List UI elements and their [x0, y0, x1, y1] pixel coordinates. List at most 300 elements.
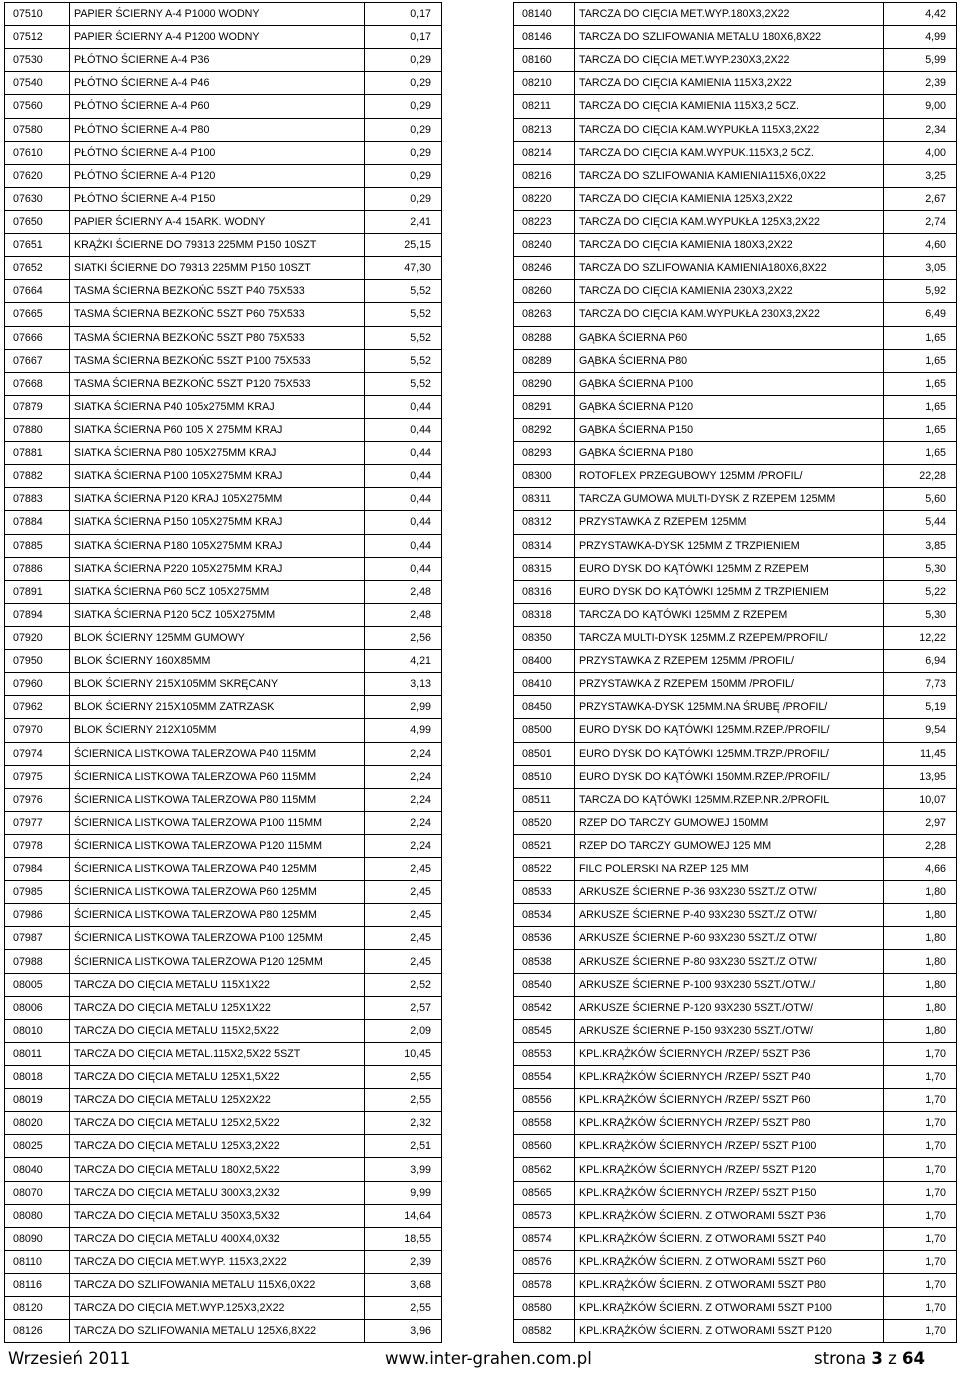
product-name: ŚCIERNICA LISTKOWA TALERZOWA P120 115MM	[70, 834, 365, 857]
product-price: 2,24	[365, 811, 442, 834]
product-name: SIATKA ŚCIERNA P120 KRAJ 105X275MM	[70, 488, 365, 511]
product-code: 07665	[5, 303, 70, 326]
product-name: SIATKA ŚCIERNA P60 105 X 275MM KRAJ	[70, 418, 365, 441]
product-name: BLOK ŚCIERNY 215X105MM ZATRZASK	[70, 696, 365, 719]
table-row	[5, 996, 442, 1019]
product-price: 2,41	[365, 210, 442, 233]
product-price: 1,80	[884, 996, 957, 1019]
table-row	[5, 673, 442, 696]
product-price: 1,65	[884, 349, 957, 372]
table-row	[5, 603, 442, 626]
product-name: PRZYSTAWKA-DYSK 125MM.NA ŚRUBĘ /PROFIL/	[575, 696, 884, 719]
table-row	[514, 1274, 957, 1297]
table-row	[5, 372, 442, 395]
product-code: 08501	[514, 742, 575, 765]
table-row	[5, 811, 442, 834]
table-row	[514, 1066, 957, 1089]
product-name: TARCZA DO CIĘCIA KAMIENIA 230X3,2X22	[575, 280, 884, 303]
product-name: BLOK ŚCIERNY 212X105MM	[70, 719, 365, 742]
product-code: 08025	[5, 1135, 70, 1158]
product-code: 07664	[5, 280, 70, 303]
table-row	[514, 395, 957, 418]
product-price: 1,70	[884, 1112, 957, 1135]
product-name: SIATKA ŚCIERNA P120 5CZ 105X275MM	[70, 603, 365, 626]
table-row	[5, 557, 442, 580]
product-name: RZEP DO TARCZY GUMOWEJ 150MM	[575, 811, 884, 834]
product-price: 4,99	[365, 719, 442, 742]
price-table-right	[513, 2, 957, 1343]
product-name: TARCZA DO CIĘCIA METALU 400X4,0X32	[70, 1227, 365, 1250]
product-code: 07920	[5, 626, 70, 649]
product-name: PRZYSTAWKA Z RZEPEM 150MM /PROFIL/	[575, 673, 884, 696]
table-row	[514, 303, 957, 326]
table-row	[514, 465, 957, 488]
product-code: 07883	[5, 488, 70, 511]
table-row	[5, 950, 442, 973]
product-name: KPL.KRĄŻKÓW ŚCIERN. Z OTWORAMI 5SZT P40	[575, 1227, 884, 1250]
table-row	[5, 719, 442, 742]
product-name: TARCZA DO CIĘCIA MET.WYP.125X3,2X22	[70, 1297, 365, 1320]
product-price: 1,65	[884, 418, 957, 441]
product-name: ŚCIERNICA LISTKOWA TALERZOWA P100 115MM	[70, 811, 365, 834]
product-price: 2,57	[365, 996, 442, 1019]
product-price: 47,30	[365, 257, 442, 280]
product-name: GĄBKA ŚCIERNA P80	[575, 349, 884, 372]
product-code: 08289	[514, 349, 575, 372]
product-code: 07540	[5, 72, 70, 95]
table-row	[514, 557, 957, 580]
product-name: TARCZA DO CIĘCIA METALU 300X3,2X32	[70, 1181, 365, 1204]
product-price: 2,24	[365, 742, 442, 765]
product-code: 07984	[5, 858, 70, 881]
product-code: 07880	[5, 418, 70, 441]
product-price: 2,39	[365, 1250, 442, 1273]
price-table-left	[4, 2, 442, 1343]
table-row	[5, 95, 442, 118]
product-name: TARCZA DO CIĘCIA KAM.WYPUKŁA 125X3,2X22	[575, 210, 884, 233]
product-price: 18,55	[365, 1227, 442, 1250]
product-name: PRZYSTAWKA Z RZEPEM 125MM	[575, 511, 884, 534]
product-name: TASMA ŚCIERNA BEZKOŃC 5SZT P120 75X533	[70, 372, 365, 395]
product-code: 08538	[514, 950, 575, 973]
product-name: TARCZA DO CIĘCIA KAMIENIA 115X3,2X22	[575, 72, 884, 95]
product-code: 08090	[5, 1227, 70, 1250]
table-row	[5, 534, 442, 557]
product-price: 3,99	[365, 1158, 442, 1181]
product-code: 08040	[5, 1158, 70, 1181]
product-code: 08019	[5, 1089, 70, 1112]
product-name: ŚCIERNICA LISTKOWA TALERZOWA P120 125MM	[70, 950, 365, 973]
product-code: 08580	[514, 1297, 575, 1320]
product-price: 3,68	[365, 1274, 442, 1297]
product-name: ŚCIERNICA LISTKOWA TALERZOWA P80 115MM	[70, 788, 365, 811]
table-row	[514, 141, 957, 164]
product-name: TARCZA DO CIĘCIA KAM.WYPUKŁA 230X3,2X22	[575, 303, 884, 326]
product-name: KPL.KRĄŻKÓW ŚCIERNYCH /RZEP/ 5SZT P80	[575, 1112, 884, 1135]
product-code: 07651	[5, 234, 70, 257]
footer-website-link[interactable]: www.inter-grahen.com.pl	[385, 1349, 592, 1368]
table-row	[5, 858, 442, 881]
product-code: 08315	[514, 557, 575, 580]
table-row	[5, 765, 442, 788]
product-name: TARCZA DO SZLIFOWANIA KAMIENIA115X6,0X22	[575, 164, 884, 187]
product-code: 08578	[514, 1274, 575, 1297]
product-price: 5,19	[884, 696, 957, 719]
product-code: 08018	[5, 1066, 70, 1089]
table-row	[514, 488, 957, 511]
product-name: SIATKI ŚCIERNE DO 79313 225MM P150 10SZT	[70, 257, 365, 280]
table-row	[5, 1320, 442, 1343]
product-code: 08213	[514, 118, 575, 141]
table-row	[5, 650, 442, 673]
product-name: TASMA ŚCIERNA BEZKOŃC 5SZT P80 75X533	[70, 326, 365, 349]
footer-date: Wrzesień 2011	[8, 1349, 131, 1368]
page-separator: z	[882, 1349, 903, 1368]
table-row	[514, 1320, 957, 1343]
product-price: 4,60	[884, 234, 957, 257]
product-price: 0,44	[365, 395, 442, 418]
product-price: 1,65	[884, 442, 957, 465]
table-row	[514, 326, 957, 349]
product-price: 1,80	[884, 973, 957, 996]
table-row	[5, 280, 442, 303]
table-row	[514, 696, 957, 719]
table-row	[5, 511, 442, 534]
table-row	[514, 603, 957, 626]
product-code: 08020	[5, 1112, 70, 1135]
product-code: 08560	[514, 1135, 575, 1158]
product-price: 2,56	[365, 626, 442, 649]
product-name: PŁÓTNO ŚCIERNE A-4 P60	[70, 95, 365, 118]
table-row	[5, 1204, 442, 1227]
table-row	[514, 1158, 957, 1181]
product-code: 08450	[514, 696, 575, 719]
product-code: 08510	[514, 765, 575, 788]
product-price: 1,80	[884, 904, 957, 927]
product-price: 2,48	[365, 580, 442, 603]
product-name: ARKUSZE ŚCIERNE P-40 93X230 5SZT./Z OTW/	[575, 904, 884, 927]
product-name: SIATKA ŚCIERNA P100 105X275MM KRAJ	[70, 465, 365, 488]
product-name: GĄBKA ŚCIERNA P60	[575, 326, 884, 349]
product-name: GĄBKA ŚCIERNA P120	[575, 395, 884, 418]
table-row	[5, 881, 442, 904]
table-row	[514, 1297, 957, 1320]
product-price: 4,99	[884, 26, 957, 49]
product-code: 08350	[514, 626, 575, 649]
product-code: 08565	[514, 1181, 575, 1204]
product-price: 2,32	[365, 1112, 442, 1135]
product-code: 08400	[514, 650, 575, 673]
product-name: TARCZA DO CIĘCIA KAMIENIA 180X3,2X22	[575, 234, 884, 257]
product-price: 10,07	[884, 788, 957, 811]
product-name: TARCZA DO CIĘCIA METALU 115X1X22	[70, 973, 365, 996]
product-name: EURO DYSK DO KĄTÓWKI 125MM.TRZP./PROFIL/	[575, 742, 884, 765]
table-row	[514, 49, 957, 72]
table-row	[514, 742, 957, 765]
table-row	[5, 442, 442, 465]
table-row	[514, 187, 957, 210]
product-code: 08533	[514, 881, 575, 904]
product-code: 08210	[514, 72, 575, 95]
product-code: 08290	[514, 372, 575, 395]
product-code: 08288	[514, 326, 575, 349]
product-price: 6,94	[884, 650, 957, 673]
table-row	[5, 626, 442, 649]
product-name: ROTOFLEX PRZEGUBOWY 125MM /PROFIL/	[575, 465, 884, 488]
product-name: TARCZA DO KĄTÓWKI 125MM Z RZEPEM	[575, 603, 884, 626]
product-code: 07960	[5, 673, 70, 696]
product-code: 08542	[514, 996, 575, 1019]
product-code: 08110	[5, 1250, 70, 1273]
product-price: 1,65	[884, 372, 957, 395]
product-price: 5,52	[365, 303, 442, 326]
product-price: 0,29	[365, 164, 442, 187]
product-code: 07976	[5, 788, 70, 811]
product-price: 5,92	[884, 280, 957, 303]
product-name: GĄBKA ŚCIERNA P100	[575, 372, 884, 395]
product-name: ŚCIERNICA LISTKOWA TALERZOWA P80 125MM	[70, 904, 365, 927]
product-price: 11,45	[884, 742, 957, 765]
product-code: 07970	[5, 719, 70, 742]
product-name: PRZYSTAWKA-DYSK 125MM Z TRZPIENIEM	[575, 534, 884, 557]
product-price: 1,80	[884, 927, 957, 950]
product-name: TARCZA DO CIĘCIA METALU 125X1X22	[70, 996, 365, 1019]
table-row	[514, 950, 957, 973]
product-name: ARKUSZE ŚCIERNE P-100 93X230 5SZT./OTW./	[575, 973, 884, 996]
product-code: 08120	[5, 1297, 70, 1320]
table-row	[5, 973, 442, 996]
product-code: 08582	[514, 1320, 575, 1343]
product-price: 3,96	[365, 1320, 442, 1343]
product-name: SIATKA ŚCIERNA P180 105X275MM KRAJ	[70, 534, 365, 557]
table-row	[514, 280, 957, 303]
product-code: 08554	[514, 1066, 575, 1089]
product-code: 08311	[514, 488, 575, 511]
product-price: 5,52	[365, 280, 442, 303]
product-price: 9,54	[884, 719, 957, 742]
table-row	[5, 72, 442, 95]
product-code: 07882	[5, 465, 70, 488]
product-name: TARCZA DO CIĘCIA MET.WYP. 115X3,2X22	[70, 1250, 365, 1273]
table-row	[514, 858, 957, 881]
product-code: 08005	[5, 973, 70, 996]
table-row	[514, 904, 957, 927]
product-code: 08536	[514, 927, 575, 950]
product-price: 2,24	[365, 765, 442, 788]
product-code: 07881	[5, 442, 70, 465]
table-row	[514, 881, 957, 904]
product-code: 08556	[514, 1089, 575, 1112]
product-code: 07510	[5, 3, 70, 26]
product-price: 2,45	[365, 950, 442, 973]
product-price: 3,85	[884, 534, 957, 557]
product-code: 08011	[5, 1042, 70, 1065]
table-row	[5, 1181, 442, 1204]
product-code: 08312	[514, 511, 575, 534]
product-name: TARCZA DO SZLIFOWANIA METALU 125X6,8X22	[70, 1320, 365, 1343]
product-price: 12,22	[884, 626, 957, 649]
product-name: TARCZA MULTI-DYSK 125MM.Z RZEPEM/PROFIL/	[575, 626, 884, 649]
table-row	[5, 187, 442, 210]
product-price: 5,44	[884, 511, 957, 534]
table-row	[514, 1135, 957, 1158]
product-name: GĄBKA ŚCIERNA P180	[575, 442, 884, 465]
table-row	[514, 719, 957, 742]
product-name: TARCZA DO CIĘCIA MET.WYP.180X3,2X22	[575, 3, 884, 26]
table-row	[5, 418, 442, 441]
product-code: 08500	[514, 719, 575, 742]
product-name: BLOK ŚCIERNY 215X105MM SKRĘCANY	[70, 673, 365, 696]
product-price: 0,29	[365, 118, 442, 141]
product-price: 2,45	[365, 927, 442, 950]
table-row	[514, 788, 957, 811]
product-code: 07987	[5, 927, 70, 950]
product-code: 08146	[514, 26, 575, 49]
table-row	[514, 534, 957, 557]
product-price: 10,45	[365, 1042, 442, 1065]
table-row	[514, 1112, 957, 1135]
product-name: EURO DYSK DO KĄTÓWKI 125MM Z RZEPEM	[575, 557, 884, 580]
table-row	[514, 580, 957, 603]
product-name: PŁÓTNO ŚCIERNE A-4 P80	[70, 118, 365, 141]
product-name: RZEP DO TARCZY GUMOWEJ 125 MM	[575, 834, 884, 857]
product-price: 2,55	[365, 1089, 442, 1112]
product-name: BLOK ŚCIERNY 125MM GUMOWY	[70, 626, 365, 649]
table-row	[514, 372, 957, 395]
product-code: 08070	[5, 1181, 70, 1204]
product-price: 2,48	[365, 603, 442, 626]
product-price: 2,09	[365, 1019, 442, 1042]
product-name: KPL.KRĄŻKÓW ŚCIERN. Z OTWORAMI 5SZT P120	[575, 1320, 884, 1343]
product-code: 07985	[5, 881, 70, 904]
product-code: 08521	[514, 834, 575, 857]
product-code: 08216	[514, 164, 575, 187]
product-name: ARKUSZE ŚCIERNE P-60 93X230 5SZT./Z OTW/	[575, 927, 884, 950]
product-name: ŚCIERNICA LISTKOWA TALERZOWA P40 125MM	[70, 858, 365, 881]
product-code: 08246	[514, 257, 575, 280]
product-code: 08573	[514, 1204, 575, 1227]
product-code: 08260	[514, 280, 575, 303]
product-code: 07886	[5, 557, 70, 580]
product-code: 07986	[5, 904, 70, 927]
product-price: 4,00	[884, 141, 957, 164]
product-code: 08211	[514, 95, 575, 118]
product-price: 2,39	[884, 72, 957, 95]
product-name: TARCZA DO CIĘCIA MET.WYP.230X3,2X22	[575, 49, 884, 72]
product-name: PŁÓTNO ŚCIERNE A-4 P100	[70, 141, 365, 164]
product-name: KRĄŻKI ŚCIERNE DO 79313 225MM P150 10SZT	[70, 234, 365, 257]
product-price: 1,70	[884, 1274, 957, 1297]
product-name: SIATKA ŚCIERNA P220 105X275MM KRAJ	[70, 557, 365, 580]
product-price: 0,44	[365, 488, 442, 511]
product-price: 9,00	[884, 95, 957, 118]
product-price: 0,44	[365, 442, 442, 465]
table-row	[514, 1089, 957, 1112]
product-code: 07667	[5, 349, 70, 372]
table-row	[5, 1019, 442, 1042]
product-price: 2,67	[884, 187, 957, 210]
product-code: 07879	[5, 395, 70, 418]
product-price: 5,52	[365, 349, 442, 372]
table-row	[514, 234, 957, 257]
product-code: 07977	[5, 811, 70, 834]
table-row	[5, 349, 442, 372]
product-price: 7,73	[884, 673, 957, 696]
product-name: KPL.KRĄŻKÓW ŚCIERN. Z OTWORAMI 5SZT P60	[575, 1250, 884, 1273]
table-row	[514, 164, 957, 187]
table-row	[5, 1066, 442, 1089]
table-row	[514, 3, 957, 26]
product-price: 0,44	[365, 465, 442, 488]
table-row	[514, 1204, 957, 1227]
page-current: 3	[871, 1349, 883, 1368]
table-row	[5, 26, 442, 49]
product-name: PŁÓTNO ŚCIERNE A-4 P46	[70, 72, 365, 95]
table-row	[514, 26, 957, 49]
product-price: 2,52	[365, 973, 442, 996]
product-price: 6,49	[884, 303, 957, 326]
product-code: 08574	[514, 1227, 575, 1250]
product-name: PAPIER ŚCIERNY A-4 P1000 WODNY	[70, 3, 365, 26]
table-row	[5, 326, 442, 349]
product-name: TARCZA DO CIĘCIA KAMIENIA 115X3,2 5CZ.	[575, 95, 884, 118]
table-row	[514, 996, 957, 1019]
product-price: 3,13	[365, 673, 442, 696]
product-name: SIATKA ŚCIERNA P80 105X275MM KRAJ	[70, 442, 365, 465]
product-code: 08576	[514, 1250, 575, 1273]
product-price: 0,17	[365, 3, 442, 26]
product-price: 2,99	[365, 696, 442, 719]
product-name: TARCZA DO CIĘCIA METALU 125X2,5X22	[70, 1112, 365, 1135]
product-price: 0,17	[365, 26, 442, 49]
product-price: 9,99	[365, 1181, 442, 1204]
product-price: 1,65	[884, 326, 957, 349]
product-name: TARCZA DO KĄTÓWKI 125MM.RZEP.NR.2/PROFIL	[575, 788, 884, 811]
product-price: 1,70	[884, 1181, 957, 1204]
product-price: 3,25	[884, 164, 957, 187]
product-name: KPL.KRĄŻKÓW ŚCIERNYCH /RZEP/ 5SZT P150	[575, 1181, 884, 1204]
product-name: EURO DYSK DO KĄTÓWKI 125MM.RZEP./PROFIL/	[575, 719, 884, 742]
product-price: 5,52	[365, 372, 442, 395]
product-name: KPL.KRĄŻKÓW ŚCIERNYCH /RZEP/ 5SZT P40	[575, 1066, 884, 1089]
table-row	[514, 257, 957, 280]
product-code: 08006	[5, 996, 70, 1019]
product-price: 1,70	[884, 1204, 957, 1227]
product-name: TARCZA DO CIĘCIA METALU 115X2,5X22	[70, 1019, 365, 1042]
product-price: 2,45	[365, 858, 442, 881]
product-code: 07884	[5, 511, 70, 534]
product-price: 5,99	[884, 49, 957, 72]
table-row	[514, 1181, 957, 1204]
product-price: 4,66	[884, 858, 957, 881]
table-row	[5, 49, 442, 72]
table-row	[5, 1158, 442, 1181]
product-name: ARKUSZE ŚCIERNE P-80 93X230 5SZT./Z OTW/	[575, 950, 884, 973]
product-code: 08545	[514, 1019, 575, 1042]
product-code: 07950	[5, 650, 70, 673]
product-price: 1,65	[884, 395, 957, 418]
product-name: ŚCIERNICA LISTKOWA TALERZOWA P40 115MM	[70, 742, 365, 765]
product-code: 08140	[514, 3, 575, 26]
product-name: KPL.KRĄŻKÓW ŚCIERN. Z OTWORAMI 5SZT P100	[575, 1297, 884, 1320]
product-price: 1,70	[884, 1297, 957, 1320]
product-price: 3,05	[884, 257, 957, 280]
product-code: 08540	[514, 973, 575, 996]
product-name: KPL.KRĄŻKÓW ŚCIERNYCH /RZEP/ 5SZT P100	[575, 1135, 884, 1158]
product-code: 08520	[514, 811, 575, 834]
table-row	[5, 1227, 442, 1250]
table-row	[5, 742, 442, 765]
